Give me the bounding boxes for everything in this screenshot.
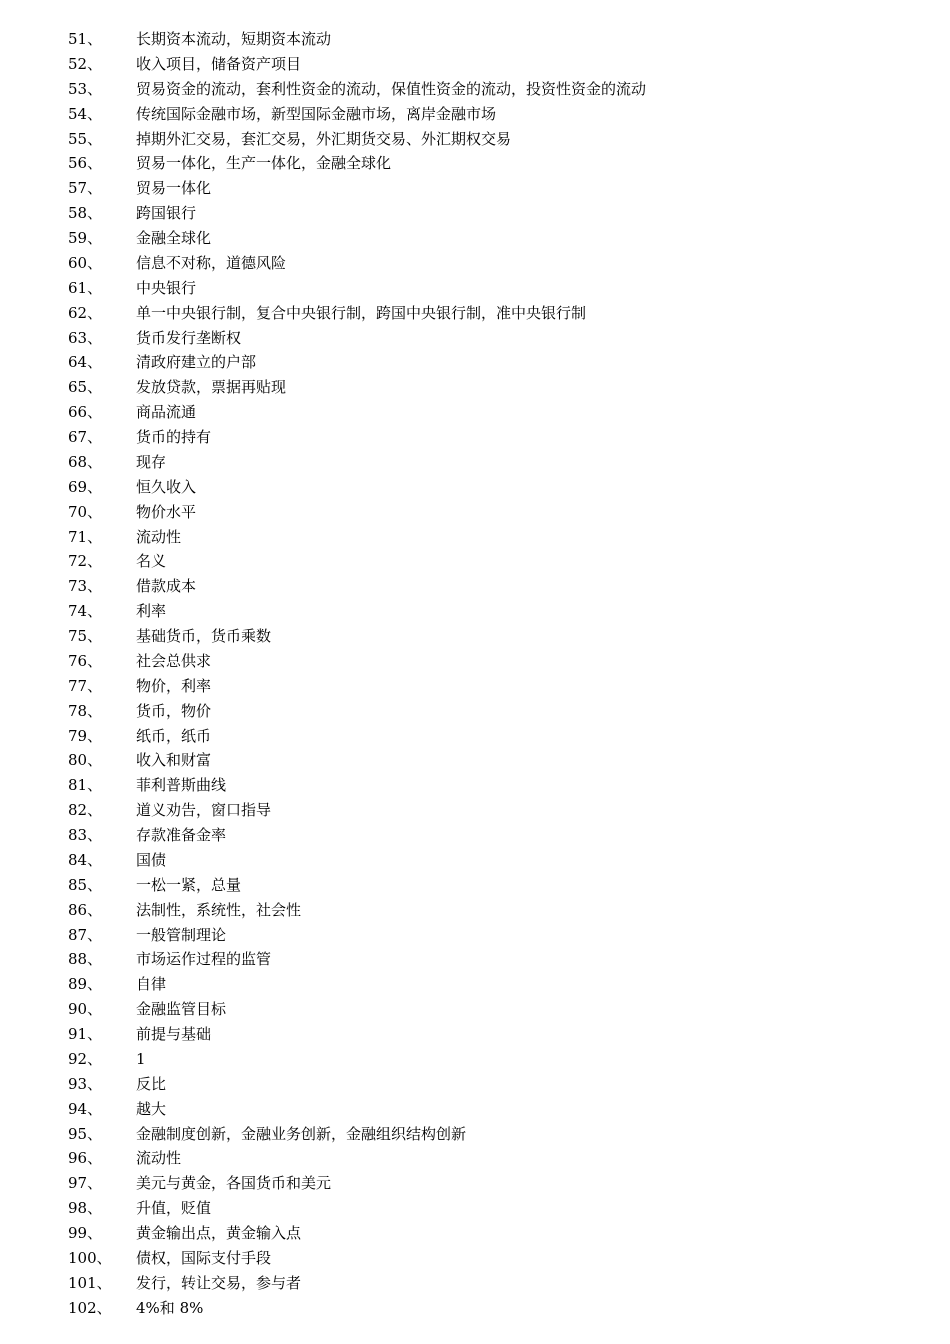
item-answer: 货币的持有 bbox=[136, 428, 212, 446]
item-number: 66、 bbox=[68, 403, 103, 422]
list-item bbox=[68, 301, 928, 326]
item-answer: 名义 bbox=[136, 552, 167, 571]
item-answer: 长期资本流动，短期资本流动 bbox=[136, 30, 332, 48]
item-answer: 越大 bbox=[136, 1099, 167, 1118]
item-answer: 一松一紧，总量 bbox=[136, 875, 242, 894]
list-item bbox=[68, 599, 928, 624]
list-item bbox=[68, 500, 928, 525]
item-answer: 法制性，系统性，社会性 bbox=[136, 900, 302, 919]
list-item bbox=[68, 748, 928, 773]
item-number: 73、 bbox=[68, 577, 103, 596]
item-number: 70、 bbox=[68, 502, 103, 521]
item-answer: 道义劝告，窗口指导 bbox=[136, 801, 272, 820]
item-number: 60、 bbox=[68, 253, 103, 272]
list-item bbox=[68, 1072, 928, 1097]
item-answer: 现存 bbox=[136, 452, 167, 471]
item-answer: 黄金输出点，黄金输入点 bbox=[136, 1224, 302, 1242]
item-number: 81、 bbox=[68, 776, 103, 795]
item-answer: 传统国际金融市场，新型国际金融市场，离岸金融市场 bbox=[136, 104, 497, 123]
item-number: 69、 bbox=[68, 477, 103, 496]
list-item bbox=[68, 798, 928, 823]
item-answer: 1 bbox=[136, 1049, 146, 1068]
list-item bbox=[68, 997, 928, 1022]
item-number: 102、 bbox=[68, 1298, 112, 1317]
answer-list bbox=[68, 27, 928, 1321]
item-number: 92、 bbox=[68, 1049, 103, 1068]
list-item bbox=[68, 475, 928, 500]
list-item bbox=[68, 574, 928, 599]
list-item bbox=[68, 251, 928, 276]
item-number: 89、 bbox=[68, 975, 103, 994]
item-number: 82、 bbox=[68, 801, 103, 820]
item-number: 72、 bbox=[68, 552, 103, 571]
list-item bbox=[68, 350, 928, 375]
item-number: 55、 bbox=[68, 129, 103, 148]
list-item bbox=[68, 52, 928, 77]
item-answer: 社会总供求 bbox=[136, 651, 212, 670]
list-item bbox=[68, 699, 928, 724]
item-answer: 金融监管目标 bbox=[136, 1000, 227, 1019]
list-item bbox=[68, 1146, 928, 1171]
item-answer: 基础货币，货币乘数 bbox=[136, 627, 272, 645]
list-item bbox=[68, 873, 928, 898]
list-item bbox=[68, 848, 928, 873]
item-number: 57、 bbox=[68, 179, 103, 198]
list-item bbox=[68, 1097, 928, 1122]
list-item bbox=[68, 102, 928, 127]
item-number: 79、 bbox=[68, 726, 103, 745]
item-number: 67、 bbox=[68, 428, 103, 446]
item-number: 90、 bbox=[68, 1000, 103, 1019]
item-answer: 美元与黄金，各国货币和美元 bbox=[136, 1174, 332, 1193]
item-number: 51、 bbox=[68, 30, 103, 48]
item-number: 52、 bbox=[68, 54, 103, 73]
item-number: 56、 bbox=[68, 154, 103, 173]
item-number: 76、 bbox=[68, 651, 103, 670]
list-item bbox=[68, 972, 928, 997]
item-answer: 物价，利率 bbox=[136, 676, 212, 695]
item-number: 71、 bbox=[68, 527, 103, 546]
list-item bbox=[68, 724, 928, 749]
item-answer: 货币发行垄断权 bbox=[136, 328, 242, 347]
item-number: 91、 bbox=[68, 1025, 103, 1043]
list-item bbox=[68, 176, 928, 201]
item-number: 94、 bbox=[68, 1099, 103, 1118]
list-item bbox=[68, 1022, 928, 1047]
list-item bbox=[68, 201, 928, 226]
item-answer: 自律 bbox=[136, 975, 167, 994]
item-number: 84、 bbox=[68, 850, 103, 869]
item-number: 85、 bbox=[68, 875, 103, 894]
list-item bbox=[68, 77, 928, 102]
item-number: 86、 bbox=[68, 900, 103, 919]
item-number: 68、 bbox=[68, 452, 103, 471]
item-answer: 债权，国际支付手段 bbox=[136, 1248, 272, 1267]
list-item bbox=[68, 127, 928, 152]
list-item bbox=[68, 823, 928, 848]
item-number: 93、 bbox=[68, 1074, 103, 1093]
item-answer: 商品流通 bbox=[136, 403, 197, 422]
list-item bbox=[68, 151, 928, 176]
item-answer: 反比 bbox=[136, 1074, 167, 1093]
list-item bbox=[68, 1171, 928, 1196]
list-item bbox=[68, 425, 928, 450]
list-item bbox=[68, 450, 928, 475]
item-answer: 物价水平 bbox=[136, 502, 197, 521]
item-answer: 清政府建立的户部 bbox=[136, 353, 257, 372]
item-number: 101、 bbox=[68, 1273, 112, 1292]
list-item bbox=[68, 1047, 928, 1072]
item-number: 87、 bbox=[68, 925, 103, 944]
item-number: 83、 bbox=[68, 826, 103, 844]
item-number: 59、 bbox=[68, 229, 103, 247]
list-item bbox=[68, 1296, 928, 1321]
item-answer: 升值，贬值 bbox=[136, 1199, 212, 1218]
list-item bbox=[68, 923, 928, 948]
item-number: 99、 bbox=[68, 1224, 103, 1242]
list-item bbox=[68, 649, 928, 674]
list-item bbox=[68, 549, 928, 574]
item-number: 63、 bbox=[68, 328, 103, 347]
list-item bbox=[68, 624, 928, 649]
item-answer: 贸易一体化，生产一体化，金融全球化 bbox=[136, 154, 392, 173]
item-number: 58、 bbox=[68, 204, 103, 223]
item-number: 74、 bbox=[68, 602, 103, 621]
item-number: 100、 bbox=[68, 1248, 112, 1267]
item-answer: 跨国银行 bbox=[136, 204, 197, 223]
item-number: 61、 bbox=[68, 278, 103, 297]
item-answer: 中央银行 bbox=[136, 278, 197, 297]
item-answer: 借款成本 bbox=[136, 577, 197, 596]
item-answer: 前提与基础 bbox=[136, 1025, 212, 1043]
item-number: 78、 bbox=[68, 701, 103, 720]
item-number: 98、 bbox=[68, 1199, 103, 1218]
list-item bbox=[68, 674, 928, 699]
list-item bbox=[68, 898, 928, 923]
item-answer: 流动性 bbox=[136, 1149, 182, 1168]
list-item bbox=[68, 375, 928, 400]
list-item bbox=[68, 947, 928, 972]
list-item bbox=[68, 1246, 928, 1271]
list-item bbox=[68, 1196, 928, 1221]
item-answer: 信息不对称，道德风险 bbox=[136, 253, 287, 272]
item-answer: 贸易一体化 bbox=[136, 179, 212, 198]
item-answer: 金融全球化 bbox=[136, 229, 212, 247]
item-number: 80、 bbox=[68, 751, 103, 770]
item-answer: 贸易资金的流动，套利性资金的流动，保值性资金的流动，投资性资金的流动 bbox=[136, 79, 647, 98]
item-answer: 4%和 8% bbox=[136, 1298, 204, 1317]
item-number: 62、 bbox=[68, 303, 103, 322]
list-item bbox=[68, 226, 928, 251]
list-item bbox=[68, 1271, 928, 1296]
list-item bbox=[68, 1221, 928, 1246]
item-number: 77、 bbox=[68, 676, 103, 695]
item-answer: 存款准备金率 bbox=[136, 826, 227, 844]
item-answer: 收入和财富 bbox=[136, 751, 212, 770]
item-answer: 市场运作过程的监管 bbox=[136, 950, 272, 969]
item-number: 53、 bbox=[68, 79, 103, 98]
item-number: 75、 bbox=[68, 627, 103, 645]
item-number: 96、 bbox=[68, 1149, 103, 1168]
item-answer: 发放贷款，票据再贴现 bbox=[136, 378, 287, 397]
list-item bbox=[68, 773, 928, 798]
item-answer: 利率 bbox=[136, 602, 167, 621]
item-answer: 收入项目，储备资产项目 bbox=[136, 54, 302, 73]
item-answer: 货币，物价 bbox=[136, 701, 212, 720]
item-number: 64、 bbox=[68, 353, 103, 372]
list-item bbox=[68, 326, 928, 351]
list-item bbox=[68, 276, 928, 301]
item-number: 65、 bbox=[68, 378, 103, 397]
list-item bbox=[68, 525, 928, 550]
item-answer: 单一中央银行制，复合中央银行制，跨国中央银行制，准中央银行制 bbox=[136, 303, 587, 322]
item-answer: 纸币，纸币 bbox=[136, 726, 212, 745]
list-item bbox=[68, 27, 928, 52]
list-item bbox=[68, 1122, 928, 1147]
item-answer: 发行，转让交易，参与者 bbox=[136, 1273, 302, 1292]
item-number: 88、 bbox=[68, 950, 103, 969]
item-answer: 国债 bbox=[136, 850, 167, 869]
item-number: 97、 bbox=[68, 1174, 103, 1193]
item-number: 54、 bbox=[68, 104, 103, 123]
item-answer: 一般管制理论 bbox=[136, 925, 227, 944]
item-answer: 流动性 bbox=[136, 527, 182, 546]
item-answer: 恒久收入 bbox=[136, 477, 197, 496]
item-number: 95、 bbox=[68, 1124, 103, 1143]
item-answer: 掉期外汇交易，套汇交易，外汇期货交易、外汇期权交易 bbox=[136, 129, 512, 148]
item-answer: 菲利普斯曲线 bbox=[136, 776, 227, 795]
list-item bbox=[68, 400, 928, 425]
item-answer: 金融制度创新，金融业务创新，金融组织结构创新 bbox=[136, 1124, 467, 1143]
